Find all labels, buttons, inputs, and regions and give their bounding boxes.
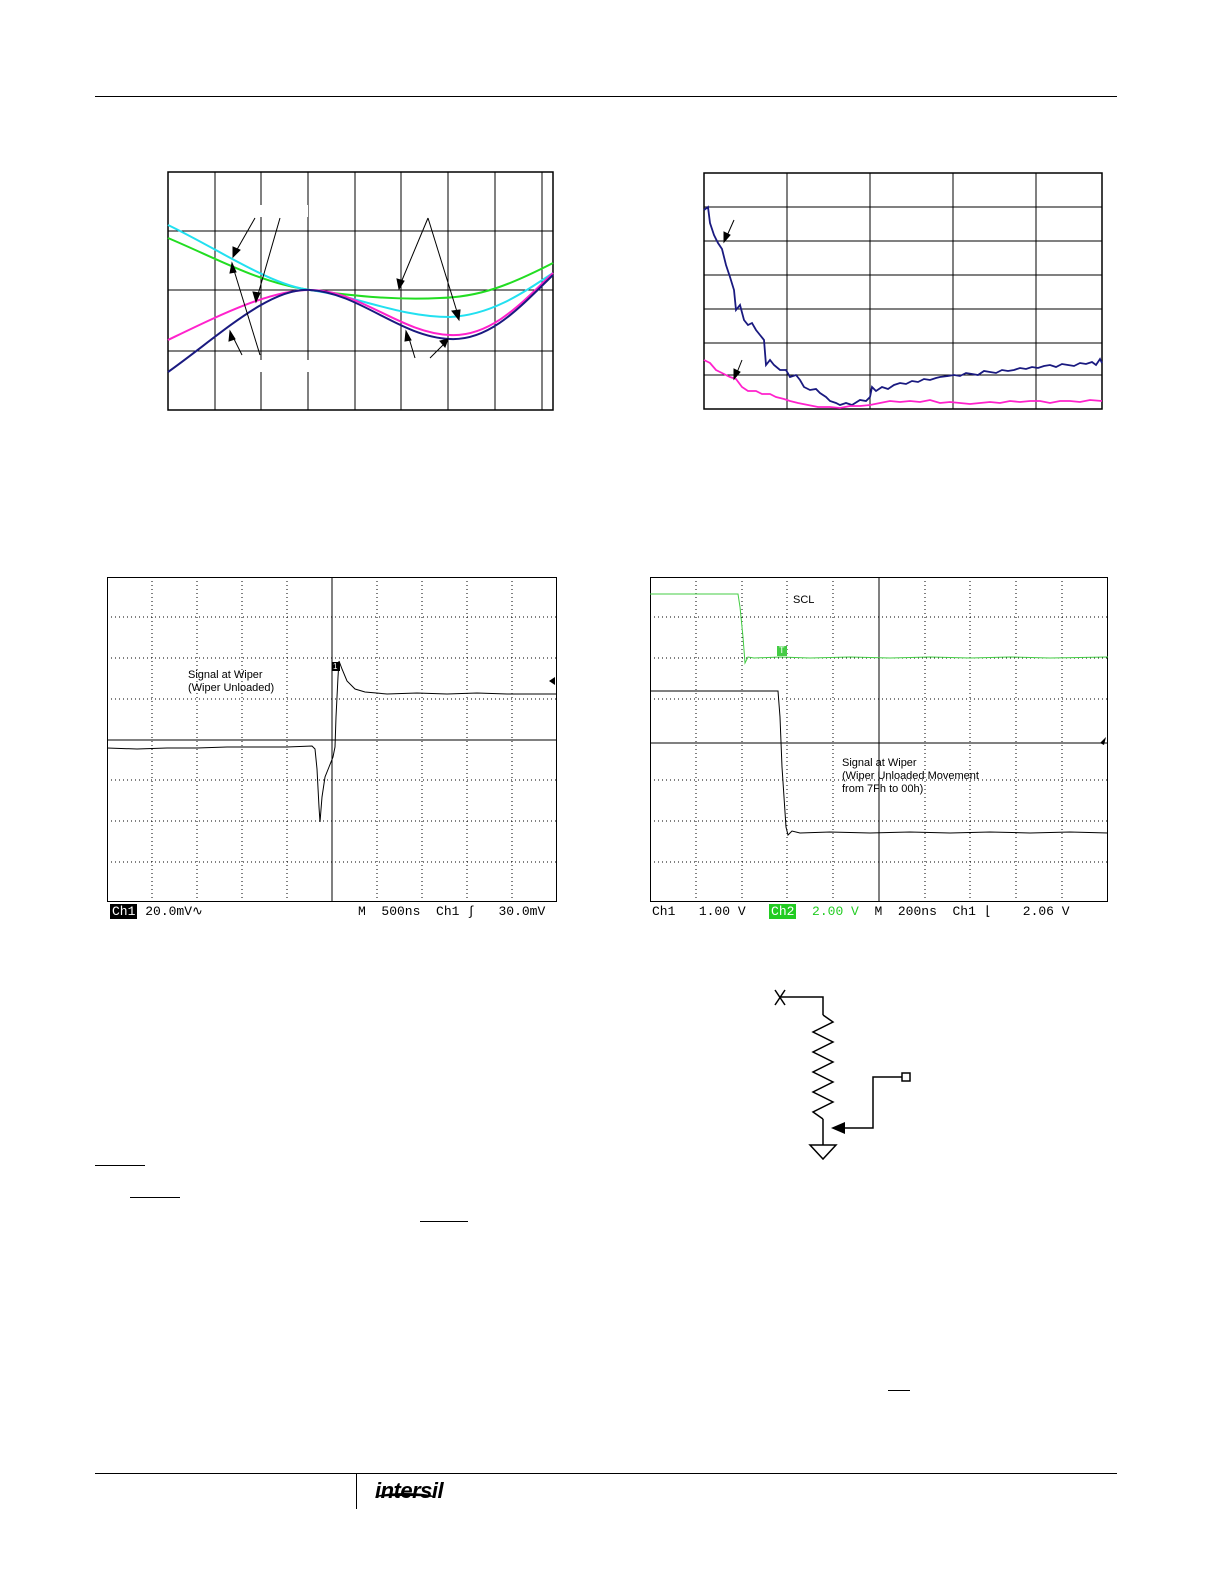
status-ch: Ch1 — [112, 904, 136, 919]
scope-left — [107, 577, 557, 902]
annotation-line-3: from 7Fh to 00h) — [842, 783, 924, 795]
annotation-line-1: Signal at Wiper — [188, 669, 263, 681]
status-ch2-scale: 2.00 V — [812, 904, 859, 919]
status-ch1-scale: 1.00 V — [698, 904, 746, 919]
trigger-marker: 1 — [333, 662, 338, 671]
status-trig-level: 2.06 V — [1022, 904, 1070, 919]
status-ch1: Ch1 — [652, 904, 676, 919]
footer-divider — [356, 1473, 357, 1509]
status-timebase: M 200ns — [874, 904, 937, 919]
coupling-icon: ∿ — [192, 904, 203, 919]
header-rule — [95, 96, 1117, 97]
annotation-line-1: Signal at Wiper — [842, 757, 917, 769]
status-ch2: Ch2 — [771, 904, 795, 919]
status-trig-src: Ch1 — [952, 904, 976, 919]
text-rule-1 — [95, 1165, 145, 1166]
logo-text: intersil — [375, 1478, 444, 1503]
scope-right-annotation — [842, 757, 979, 796]
chart-top-right — [700, 165, 1110, 420]
trigger-marker: T — [779, 645, 785, 655]
scl-label: SCL — [793, 594, 815, 606]
potentiometer-circuit — [765, 985, 925, 1170]
trigger-slope-icon: ⌊ — [983, 904, 992, 919]
status-trig-level: 30.0mV — [498, 904, 546, 919]
text-rule-3 — [420, 1221, 468, 1222]
scope-left-annotation — [188, 669, 274, 695]
text-rule-4 — [888, 1390, 910, 1391]
text-rule-2 — [130, 1197, 180, 1198]
footer-rule — [95, 1473, 1117, 1474]
scope-left-status — [110, 904, 203, 919]
trigger-slope-icon: ∫ — [467, 904, 476, 919]
chart-top-left — [160, 165, 560, 420]
annotation-line-2: (Wiper Unloaded) — [188, 682, 275, 694]
scope-right — [650, 577, 1108, 902]
scope-left-status-right — [358, 904, 545, 919]
status-timebase: M 500ns — [358, 904, 421, 919]
status-scale: 20.0mV — [145, 904, 193, 919]
scope-right-status — [652, 904, 1070, 919]
intersil-logo — [375, 1478, 443, 1504]
annotation-line-2: (Wiper Unloaded Movement — [842, 770, 979, 782]
status-trig-src: Ch1 — [436, 904, 460, 919]
